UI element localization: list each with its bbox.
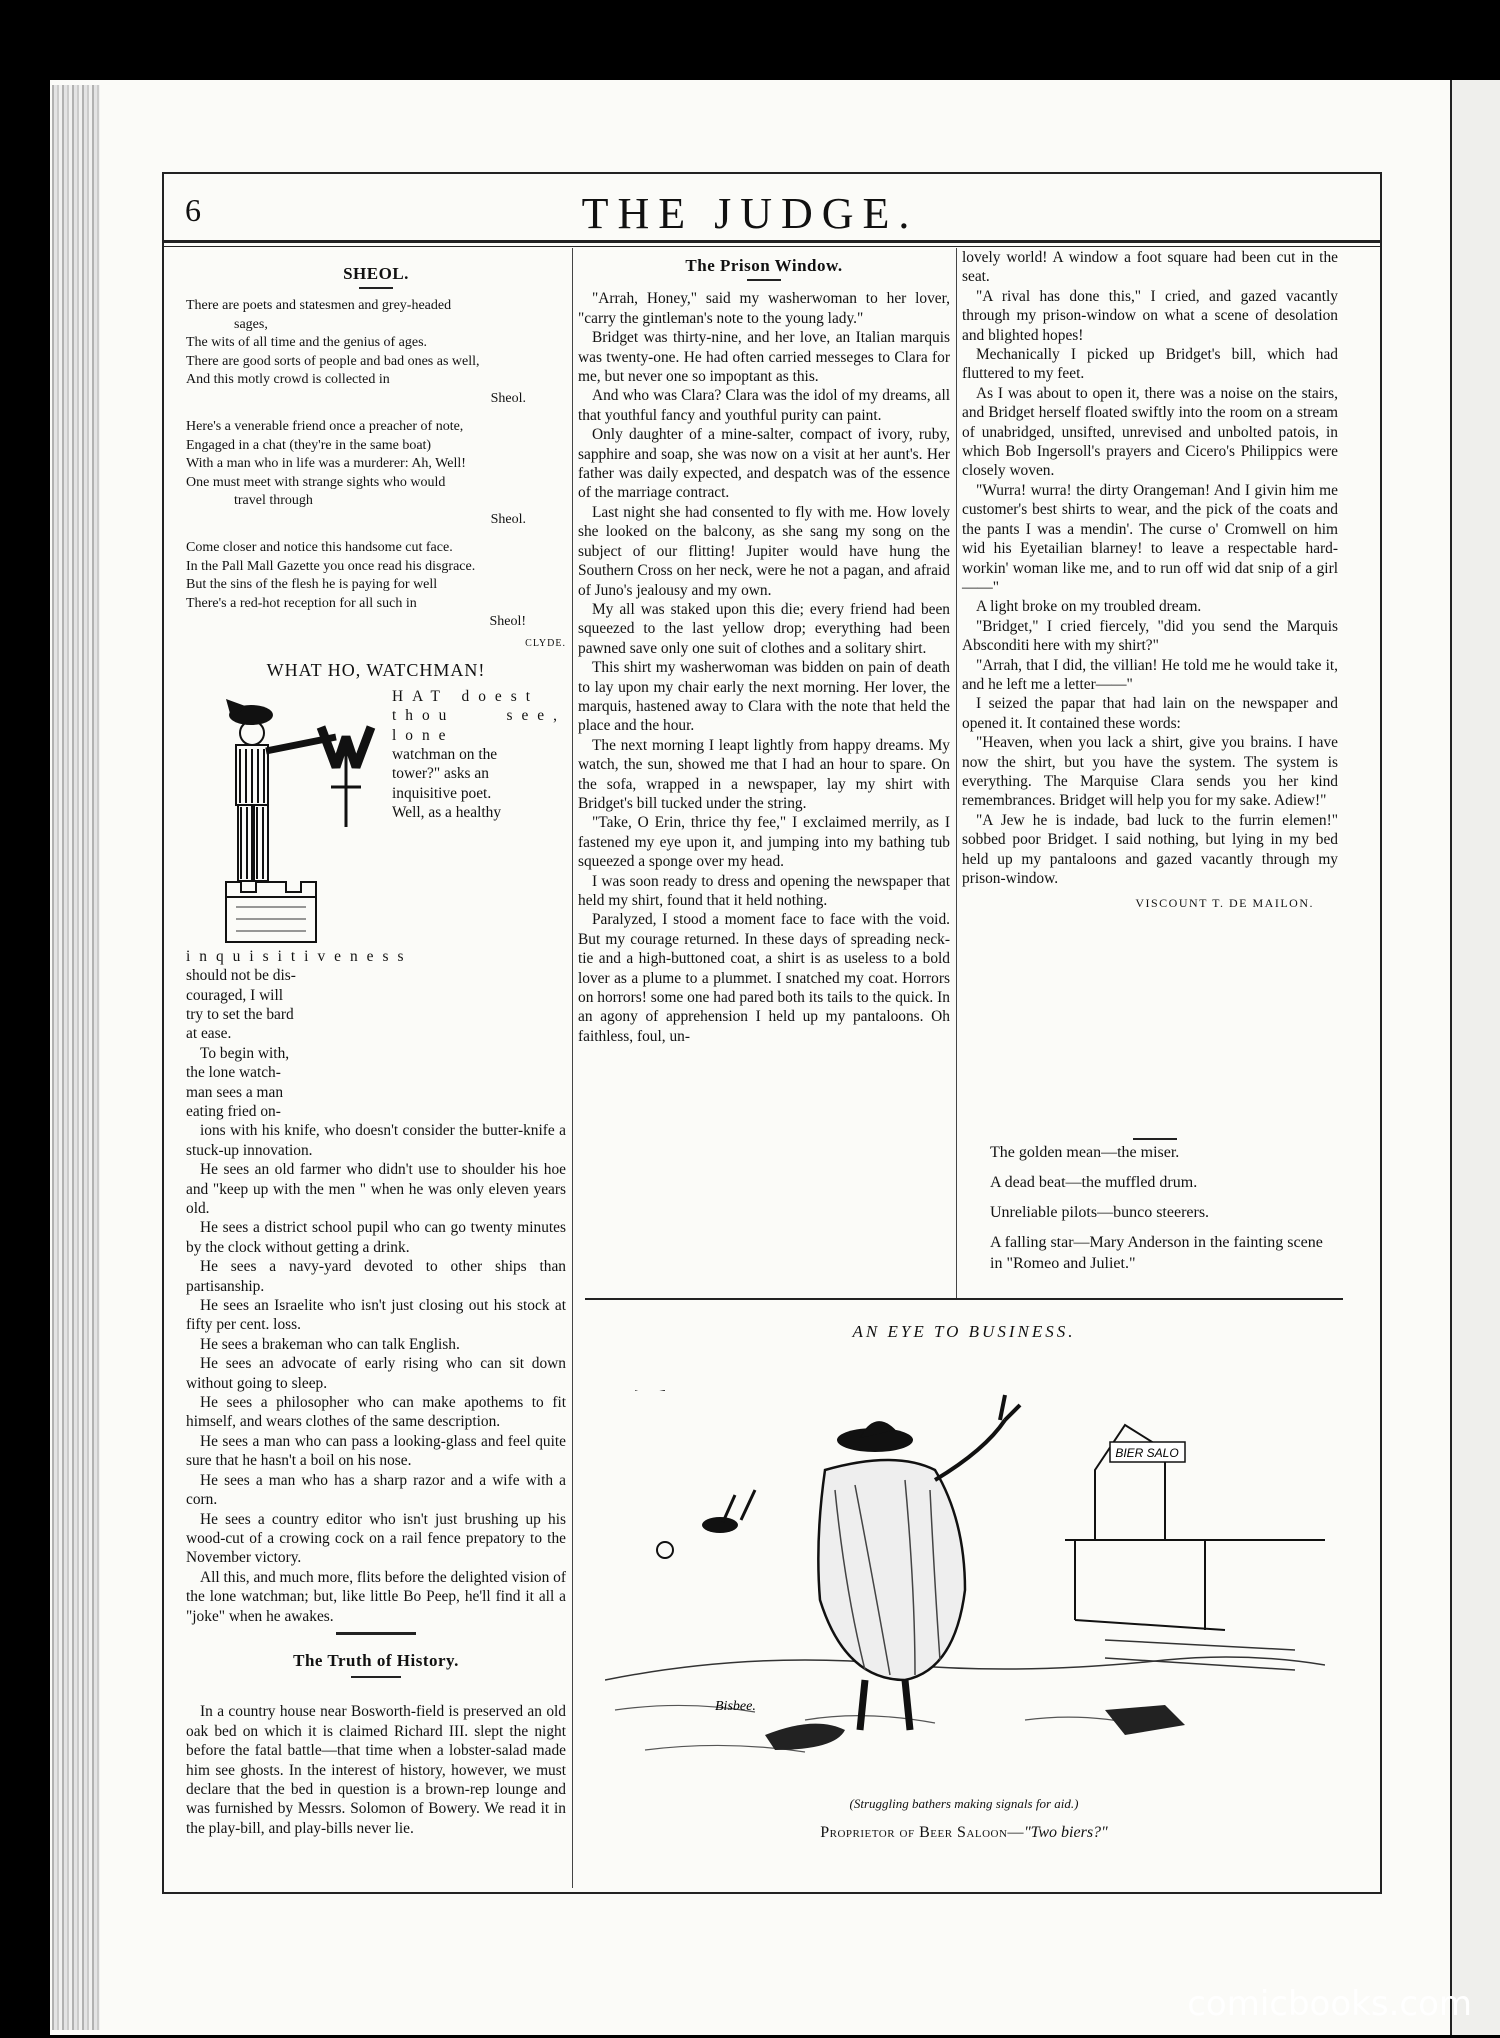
prison-paragraph: A light broke on my troubled dream. bbox=[976, 598, 1202, 616]
watchman-paragraph: He sees a man who can pass a looking-glass and feel quite sure that he hasn't a boil on his nose. bbox=[186, 1432, 566, 1470]
prison-paragraph: "Wurra! wurra! the dirty Orangeman! And I givin him me customer's best shirts to wear, and the pick of the coats and the pants I was a mendin'. The curse o' Cromwell on him wid his Eyetailian blarney! to leave a respectable hard-workin' woman like me, and to run off wid dat snip of a girl——" bbox=[962, 481, 1338, 596]
poem-line: There are poets and statesmen and grey-headed bbox=[186, 298, 452, 314]
prison-paragraph: Only daughter of a mine-salter, compact of ivory, ruby, sapphire and soap, she was now on a visit at her aunt's. Her father was daily expected, and despatch was of the essence of the marriage contract. bbox=[578, 426, 950, 502]
prison-paragraph: "A Jew he is indade, bad luck to the furrin elemen!" sobbed poor Bridget. I said nothing, but lying in my bed held up my pantaloons and gazed vacantly through my prison-window. bbox=[962, 811, 1338, 887]
column-middle bbox=[578, 248, 950, 1046]
poem-line: In the Pall Mall Gazette you once read his disgrace. bbox=[186, 558, 476, 574]
prison-paragraph: Last night she had consented to fly with me. How lovely she looked on the balcony, as she sang my song on the subject of our flitting! Jupiter would have hung the Southern Cross on her neck, were he not a pagan, and afraid of Juno's jealousy and my own. bbox=[578, 503, 950, 599]
poem-line: Here's a venerable friend once a preacher of note, bbox=[186, 419, 464, 435]
history-title: The Truth of History. bbox=[293, 1650, 459, 1670]
intro-line: the lone watch- bbox=[186, 1064, 281, 1082]
watermark: comicbooks.com bbox=[1187, 1984, 1472, 2024]
intro-line: To begin with, bbox=[200, 1044, 290, 1062]
sheol-signature: CLYDE. bbox=[525, 637, 566, 649]
section-rule bbox=[336, 1632, 416, 1635]
intro-line: couraged, I will bbox=[186, 986, 284, 1004]
prison-paragraph: "Arrah, Honey," said my washerwoman to her lover, "carry the gintleman's note to the young lady." bbox=[578, 290, 950, 327]
poem-line bbox=[186, 529, 566, 539]
watchman-paragraph: ions with his knife, who doesn't consider the butter-knife a stuck-up innovation. bbox=[186, 1122, 566, 1159]
sheol-title: SHEOL. bbox=[343, 264, 409, 283]
poem-line: Sheol! bbox=[489, 614, 526, 630]
poem-line: Come closer and notice this handsome cut face. bbox=[186, 540, 453, 556]
column-right bbox=[962, 248, 1338, 928]
caption-quote: "Two biers?" bbox=[1023, 1824, 1108, 1841]
poem-line: With a man who in life was a murderer: Ah, Well! bbox=[186, 456, 466, 472]
cartoon-illustration bbox=[605, 1390, 1325, 1790]
history-text: In a country house near Bosworth-field is preserved an old oak bed on which it is claimed Richard III. slept the night before the fatal battle—that time when a lobster-salad made him see ghosts. In the interest of history, however, we must declare that the bed in question is a brown-rep lounge and was furnished by Messrs. Solomon of Bowery. We read it in the play-bill, and play-bills never lie. bbox=[186, 1703, 566, 1837]
prison-paragraph: "Heaven, when you lack a shirt, give you brains. I have now the shirt, but you have the system. The system is everything. The Marquise Clara sends you her kind remembrances. Bridget will help you for my sake. Adiew!" bbox=[962, 734, 1338, 810]
poem-line: Sheol. bbox=[490, 511, 526, 527]
poem-line bbox=[186, 408, 566, 418]
watchman-paragraph: He sees an Israelite who isn't just closing out his stock at fifty per cent. loss. bbox=[186, 1297, 566, 1334]
poem-line: The wits of all time and the genius of ages. bbox=[186, 335, 428, 351]
joke-item: A dead beat—the muffled drum. bbox=[990, 1174, 1198, 1191]
prison-paragraph: Paralyzed, I stood a moment face to face with the void. But my courage returned. In these days of spreading neck-tie and a high-buttoned coat, a shirt is as useless to a bold lover as a plume to a plummet. I snatched my coat. Horrors on horrors! some one had pared both its tails to the quick. In an agony of apprehension I held up my pantaloons. Oh faithless, foul, un- bbox=[578, 911, 950, 1045]
poem-line: But the sins of the flesh he is paying for well bbox=[186, 577, 438, 593]
joke-item: Unreliable pilots—bunco steerers. bbox=[990, 1204, 1210, 1221]
prison-paragraph: Mechanically I picked up Bridget's bill, which had fluttered to my feet. bbox=[962, 346, 1338, 383]
column-divider-2 bbox=[956, 248, 957, 1300]
watchman-paragraph: He sees a district school pupil who can go twenty minutes by the clock without getting a drink. bbox=[186, 1219, 566, 1256]
column-left bbox=[186, 256, 566, 1838]
intro-line: inquisitive poet. bbox=[392, 784, 492, 802]
column-divider-1-lower bbox=[572, 1300, 573, 1888]
masthead-rule bbox=[162, 240, 1380, 243]
poem-line: travel through bbox=[234, 493, 313, 509]
cartoon-artist: Bisbee. bbox=[715, 1699, 756, 1714]
binding-edge bbox=[52, 85, 100, 2030]
watchman-body bbox=[186, 1121, 566, 1626]
prison-paragraph: "Bridget," I cried fiercely, "did you send the Marquis Absconditi here with my shirt?" bbox=[962, 617, 1338, 655]
cartoon-caption bbox=[585, 1824, 1343, 1842]
watchman-paragraph: He sees a brakeman who can talk English. bbox=[200, 1335, 460, 1353]
watchman-paragraph: All this, and much more, flits before the delighted vision of the lone watchman; but, like little Bo Peep, he'll find it all a "joke" when he awakes. bbox=[186, 1568, 566, 1625]
prison-paragraph: lovely world! A window a foot square had been cut in the seat. bbox=[962, 249, 1338, 286]
intro-line: should not be dis- bbox=[186, 967, 296, 985]
title-rule bbox=[359, 287, 393, 289]
sheol-poem bbox=[186, 297, 566, 632]
watchman-paragraph: He sees an old farmer who didn't use to shoulder his hoe and "keep up with the men " when he was only eleven years old. bbox=[186, 1161, 566, 1217]
cartoon-sign: BIER SALO bbox=[1115, 1446, 1179, 1460]
cartoon-subcaption: (Struggling bathers making signals for aid.) bbox=[849, 1796, 1079, 1811]
jokes-list bbox=[990, 1142, 1335, 1283]
watchman-paragraph: He sees a navy-yard devoted to other ships than partisanship. bbox=[186, 1258, 566, 1295]
intro-line: try to set the bard bbox=[186, 1005, 294, 1023]
prison-paragraph: My all was staked upon this die; every friend had been squeezed to the last yellow drop; everything had been pawned save only one suit of clothes and a solitary shirt. bbox=[578, 600, 950, 657]
cartoon-title: AN EYE TO BUSINESS. bbox=[852, 1322, 1076, 1341]
prison-paragraph: "Take, O Erin, thrice thy fee," I exclaimed merrily, as I fastened my eye upon it, and jumping into my bathing tub squeezed a sponge over my head. bbox=[578, 814, 950, 871]
watchman-paragraph: He sees a man who has a sharp razor and a wife with a corn. bbox=[186, 1471, 566, 1509]
title-rule bbox=[351, 1676, 401, 1678]
jokes-rule bbox=[1133, 1138, 1177, 1140]
joke-item: A falling star—Mary Anderson in the fainting scene in "Romeo and Juliet." bbox=[990, 1234, 1323, 1272]
prison-signature: VISCOUNT T. DE MAILON. bbox=[1135, 896, 1314, 911]
watchman-title: WHAT HO, WATCHMAN! bbox=[266, 660, 486, 681]
intro-line: tower?" asks an bbox=[392, 765, 489, 783]
watchman-intro bbox=[186, 687, 566, 1122]
intro-line: inquisitiveness bbox=[186, 947, 413, 965]
prison-body-part2 bbox=[962, 248, 1338, 888]
poem-line: There are good sorts of people and bad ones as well, bbox=[186, 353, 480, 369]
masthead: THE JUDGE. bbox=[581, 189, 919, 238]
prison-paragraph: I was soon ready to dress and opening the newspaper that held my shirt, found that it held nothing. bbox=[578, 872, 950, 909]
watchman-paragraph: He sees a country editor who isn't just brushing up his wood-cut of a crowing cock on a rail fence prepatory to the November victory. bbox=[186, 1510, 566, 1567]
intro-line: HAT doest bbox=[392, 687, 539, 705]
joke-item: The golden mean—the miser. bbox=[990, 1144, 1180, 1161]
intro-line: thou see, lone bbox=[392, 707, 566, 744]
masthead-rule-thin bbox=[162, 246, 1380, 247]
next-page-edge bbox=[1450, 80, 1500, 2035]
intro-line: watchman on the bbox=[392, 745, 498, 763]
intro-line: eating fried on- bbox=[186, 1102, 281, 1120]
column-divider-1 bbox=[572, 248, 573, 1300]
prison-body-part1 bbox=[578, 289, 950, 1046]
title-rule bbox=[747, 279, 781, 281]
intro-line: Well, as a healthy bbox=[392, 804, 502, 822]
intro-line: man sees a man bbox=[186, 1083, 284, 1101]
poem-line: Sheol. bbox=[490, 390, 526, 406]
poem-line: And this motly crowd is collected in bbox=[186, 372, 390, 388]
prison-paragraph: This shirt my washerwoman was bidden on pain of death to lay upon my chair early the next morning. Her lover, the marquis, hastened away to Clara with the note that held the place and the hour. bbox=[578, 659, 950, 735]
watchman-paragraph: He sees a philosopher who can make apothems to fit himself, and wears clothes of the same description. bbox=[186, 1394, 566, 1431]
prison-paragraph: Bridget was thirty-nine, and her love, an Italian marquis was twenty-one. He had often carried messeges to Clara for me, but never one so impoptant as this. bbox=[578, 329, 950, 386]
poem-line: Engaged in a chat (they're in the same boat) bbox=[186, 437, 432, 453]
poem-line: sages, bbox=[234, 316, 268, 332]
prison-paragraph: And who was Clara? Clara was the idol of my dreams, all that youthful fancy and youthful purity can paint. bbox=[578, 387, 950, 424]
prison-paragraph: "Arrah, that I did, the villian! He told me he would take it, and he left me a letter——" bbox=[962, 656, 1338, 693]
caption-speaker: Proprietor of Beer Saloon— bbox=[820, 1824, 1024, 1841]
prison-paragraph: As I was about to open it, there was a noise on the stairs, and Bridget herself floated swiftly into the room on a stream of unabridged, unsifted, unrevised and unbolted patois, in which Bob Ingersoll's prayers and Cicero's Philippics were closely woven. bbox=[962, 384, 1338, 480]
prison-paragraph: The next morning I leapt lightly from happy dreams. My watch, the sun, showed me that I had an hour to spare. On the sofa, wrapped in a newspaper, lay my shirt with Bridget's bill tucked under the string. bbox=[578, 736, 950, 812]
prison-paragraph: "A rival has done this," I cried, and gazed vacantly through my prison-window on what a scene of desolation and blighted hopes! bbox=[962, 287, 1338, 344]
watchman-illustration bbox=[186, 687, 386, 947]
poem-line: There's a red-hot reception for all such in bbox=[186, 595, 417, 611]
poem-line: One must meet with strange sights who would bbox=[186, 474, 446, 490]
cartoon-rule bbox=[585, 1298, 1343, 1300]
prison-title: The Prison Window. bbox=[685, 256, 843, 275]
page-number: 6 bbox=[185, 192, 201, 228]
watchman-paragraph: He sees an advocate of early rising who can sit down without going to sleep. bbox=[186, 1355, 566, 1392]
prison-paragraph: I seized the papar that had lain on the newspaper and opened it. It contained these words: bbox=[962, 695, 1338, 732]
intro-line: at ease. bbox=[186, 1025, 232, 1043]
